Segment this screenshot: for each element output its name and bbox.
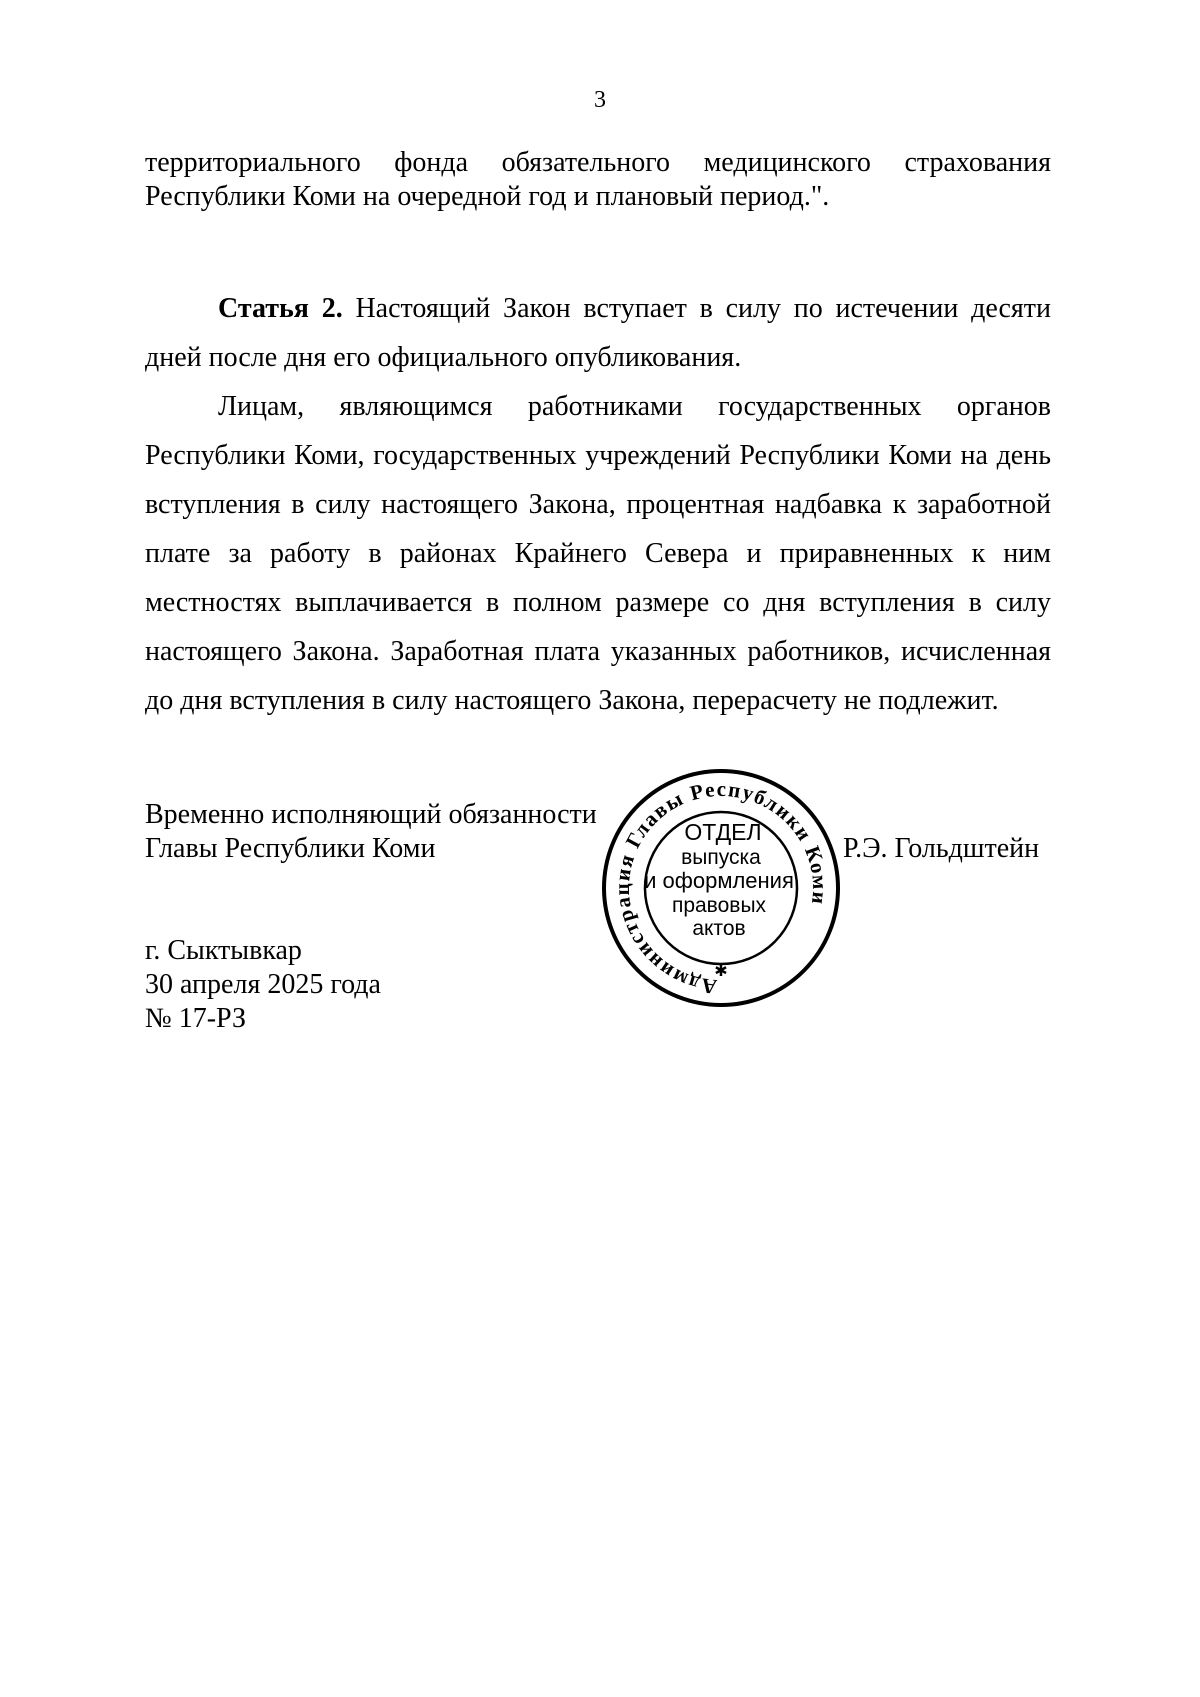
article-2-heading: Статья 2. — [218, 293, 343, 324]
stamp-star-icon: ✱ — [714, 961, 728, 980]
paragraph-line: плате за работу в районах Крайнего Севера и приравненных к ним — [145, 538, 1051, 569]
city: г. Сыктывкар — [145, 935, 302, 966]
article-2-line-2: дней после дня его официального опубликования. — [145, 342, 742, 373]
stamp-center-line: и оформления — [644, 868, 794, 893]
article-2-line-1-text: Настоящий Закон вступает в силу по истечении десяти — [342, 293, 1051, 324]
official-stamp — [600, 767, 842, 1009]
paragraph-line: местностях выплачивается в полном размере со дня вступления в силу — [145, 587, 1051, 618]
page-number: 3 — [594, 87, 606, 113]
paragraph-line: вступления в силу настоящего Закона, процентная надбавка к заработной — [145, 489, 1051, 520]
signer-position-line-1: Временно исполняющий обязанности — [145, 799, 597, 830]
paragraph-line: до дня вступления в силу настоящего Закона, перерасчету не подлежит. — [145, 685, 999, 716]
continuation-line-2: Республики Коми на очередной год и плановый период.". — [145, 181, 830, 212]
stamp-center-line: выпуска — [681, 846, 761, 869]
stamp-center-line: ОТДЕЛ — [684, 819, 762, 845]
stamp-center-line: актов — [692, 917, 746, 940]
signer-position-line-2: Главы Республики Коми — [145, 833, 436, 864]
stamp-center-line: правовых — [671, 894, 767, 917]
paragraph-line: Республики Коми, государственных учреждений Республики Коми на день — [145, 440, 1051, 471]
signer-name: Р.Э. Гольдштейн — [843, 833, 1040, 864]
stamp-ring-text: Администрация Главы Республики Коми — [609, 776, 833, 1000]
paragraph-line: Лицам, являющимся работниками государственных органов — [218, 391, 1051, 422]
article-2-line-1 — [218, 292, 1051, 326]
paragraph-line: настоящего Закона. Заработная плата указанных работников, исчисленная — [145, 636, 1051, 667]
continuation-line-1: территориального фонда обязательного медицинского страхования — [145, 147, 1051, 178]
law-date: 30 апреля 2025 года — [145, 969, 381, 1000]
law-number: № 17-РЗ — [145, 1003, 246, 1034]
